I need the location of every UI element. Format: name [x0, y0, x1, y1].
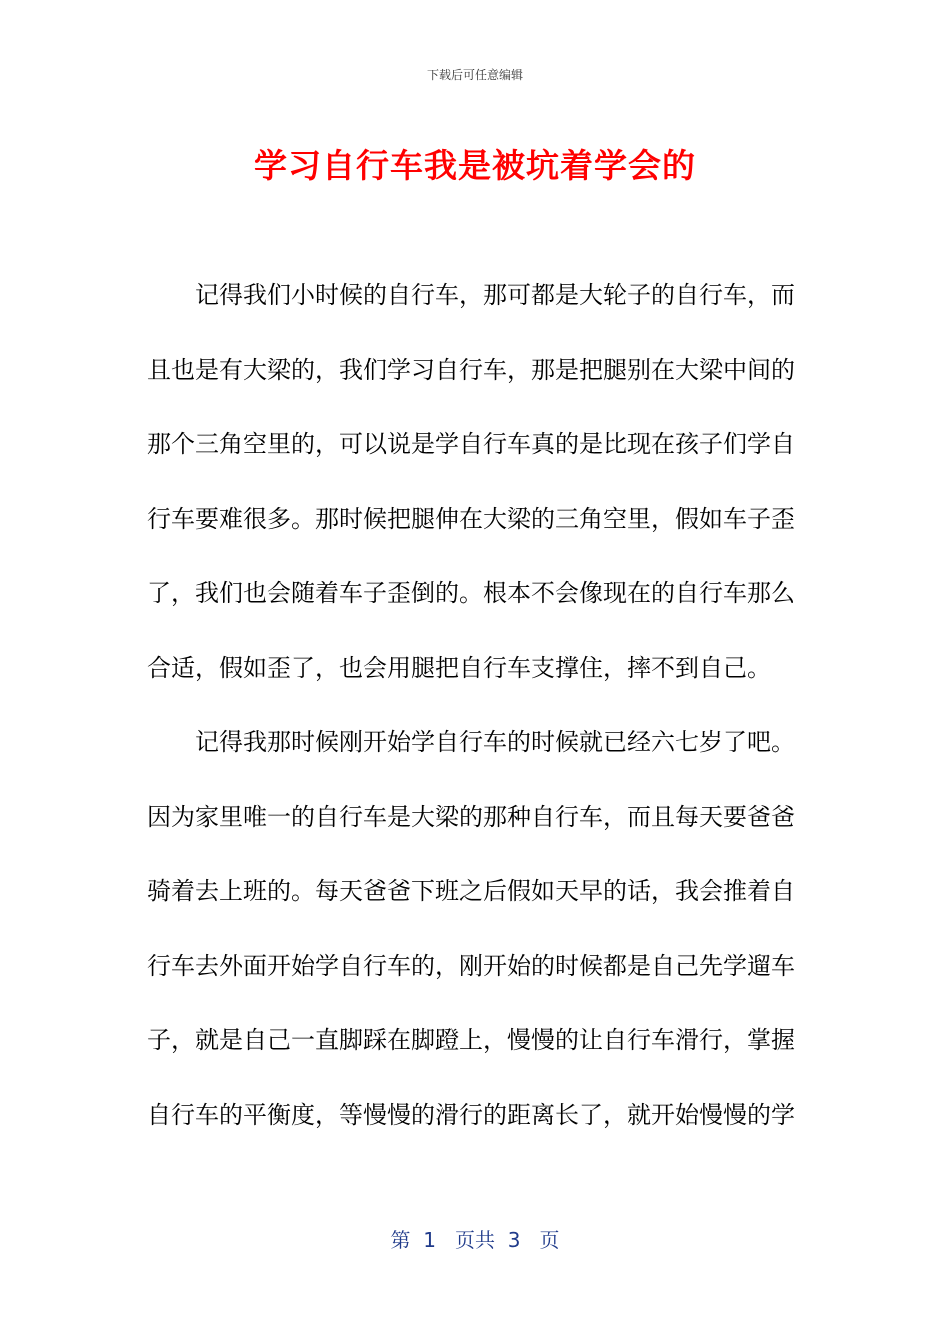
text-line: 行车要难很多。那时候把腿伸在大梁的三角空里，假如车子歪: [147, 504, 795, 533]
text-line: 记得我们小时候的自行车，那可都是大轮子的自行车，而: [195, 281, 795, 309]
text-line: 自行车的平衡度，等慢慢的滑行的距离长了，就开始慢慢的学: [147, 1100, 795, 1129]
text-line: 行车去外面开始学自行车的，刚开始的时候都是自己先学遛车: [147, 951, 795, 980]
document-body: [147, 270, 793, 1164]
header-note: 下载后可任意编辑: [426, 68, 523, 82]
text-line: 那个三角空里的，可以说是学自行车真的是比现在孩子们学自: [147, 430, 795, 458]
text-line: 骑着去上班的。每天爸爸下班之后假如天早的话，我会推着自: [147, 877, 795, 905]
text-line: 了，我们也会随着车子歪倒的。根本不会像现在的自行车那么: [147, 579, 795, 607]
page-footer: 第 1 页共 3 页: [390, 1228, 560, 1252]
text-line: 记得我那时候刚开始学自行车的时候就已经六七岁了吧。: [195, 728, 795, 756]
document-title: 学习自行车我是被坑着学会的: [254, 146, 696, 185]
text-line: 因为家里唯一的自行车是大梁的那种自行车，而且每天要爸爸: [147, 802, 795, 831]
paragraph-2: [147, 717, 793, 1164]
text-line: 子，就是自己一直脚踩在脚蹬上，慢慢的让自行车滑行，掌握: [147, 1026, 795, 1054]
text-line: 且也是有大梁的，我们学习自行车，那是把腿别在大梁中间的: [147, 355, 795, 384]
paragraph-1: [147, 270, 793, 717]
text-line: 合适，假如歪了，也会用腿把自行车支撑住，摔不到自己。: [147, 653, 771, 682]
